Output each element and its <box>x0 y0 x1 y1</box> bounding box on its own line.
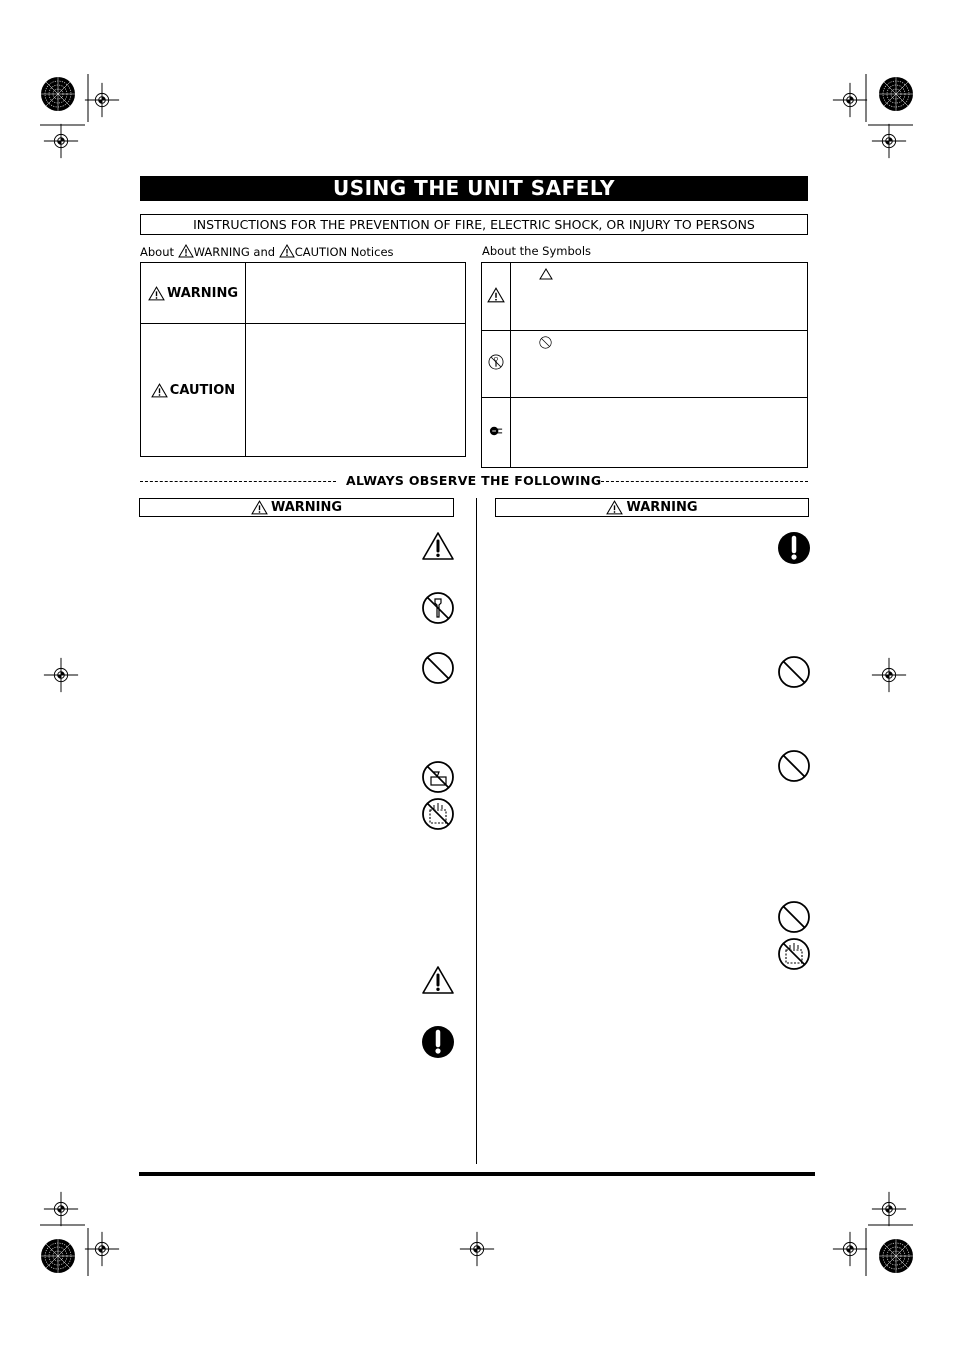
notices-heading: About WARNING and CAUTION Notices <box>140 245 394 259</box>
symbol-description-triangle <box>511 263 808 331</box>
symbol-cell-triangle <box>482 263 511 331</box>
symbol-cell-mandatory <box>482 398 511 468</box>
no-water-icon <box>777 937 811 971</box>
caution-label-cell <box>141 324 246 457</box>
observe-divider-left <box>140 481 336 482</box>
caution-triangle-icon <box>151 383 168 398</box>
right-warning-header: WARNING <box>495 498 809 517</box>
unplug-icon <box>488 423 504 439</box>
warning-description-cell <box>246 263 466 324</box>
warning-label-cell <box>141 263 246 324</box>
page-subtitle: INSTRUCTIONS FOR THE PREVENTION OF FIRE, ELECTRIC SHOCK, OR INJURY TO PERSONS <box>140 214 808 235</box>
prohibition-icon <box>777 749 811 783</box>
no-water-icon <box>421 797 455 831</box>
caution-triangle-icon <box>421 965 455 995</box>
left-warning-header: WARNING <box>139 498 454 517</box>
page-title: USING THE UNIT SAFELY <box>140 176 808 201</box>
footer-rule <box>139 1172 815 1176</box>
do-not-disassemble-icon <box>421 591 455 625</box>
warning-triangle-icon <box>606 500 623 515</box>
caution-triangle-icon <box>421 531 455 561</box>
symbol-description-mandatory <box>511 398 808 468</box>
observe-heading: ALWAYS OBSERVE THE FOLLOWING <box>346 473 602 488</box>
caution-label: CAUTION <box>169 382 236 398</box>
prohibition-icon <box>777 900 811 934</box>
symbols-heading: About the Symbols <box>482 244 592 258</box>
symbol-description-prohibition <box>511 331 808 398</box>
do-not-disassemble-icon <box>488 354 504 370</box>
mandatory-action-icon <box>777 531 811 565</box>
outline-triangle-icon <box>539 268 553 280</box>
warning-label: WARNING <box>166 285 239 301</box>
caution-triangle-icon <box>279 244 295 258</box>
caution-triangle-icon <box>487 287 505 303</box>
prohibition-circle-icon <box>539 336 552 349</box>
symbol-cell-prohibition <box>482 331 511 398</box>
symbols-table <box>481 262 808 468</box>
warning-triangle-icon <box>251 500 268 515</box>
observe-divider-right <box>601 481 808 482</box>
no-modification-icon <box>421 760 455 794</box>
notices-table <box>140 262 466 457</box>
warning-triangle-icon <box>148 286 165 301</box>
prohibition-icon <box>777 655 811 689</box>
prohibition-icon <box>421 651 455 685</box>
warning-triangle-icon <box>178 244 194 258</box>
caution-description-cell <box>246 324 466 457</box>
mandatory-action-icon <box>421 1025 455 1059</box>
column-separator <box>476 498 477 1164</box>
